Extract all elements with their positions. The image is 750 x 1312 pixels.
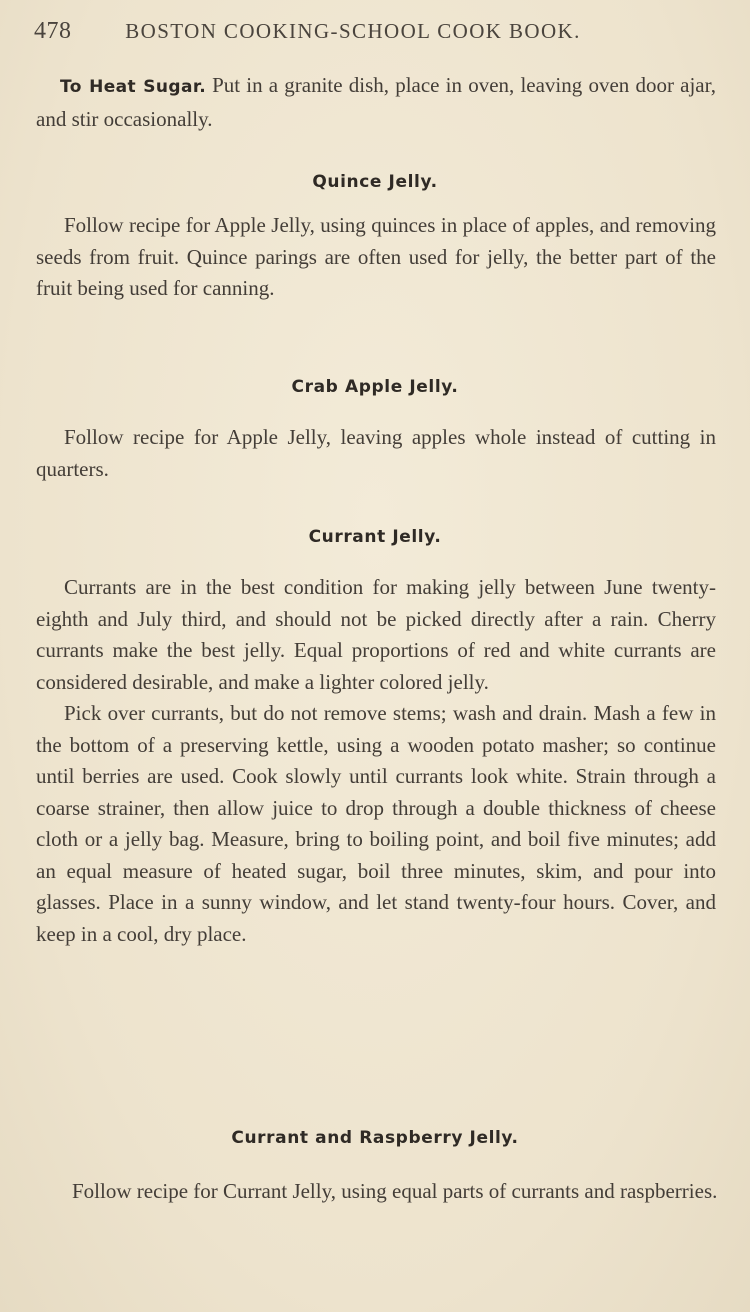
paragraph: Follow recipe for Apple Jelly, using quinces in place of apples, and removing seeds from fruit. Quince parings are often used for jelly, the better part of the fruit being used for canning. bbox=[36, 213, 716, 300]
paragraph: Currants are in the best condition for making jelly between June twenty-eighth and July third, and should not be picked directly after a rain. Cherry currants make the best jelly. Equal proportions of red and white currants are considered desirable, and make a lighter colored jelly. bbox=[36, 575, 716, 694]
paragraph-text: Put in a granite dish, place in oven, leaving oven door ajar, and stir occasionally. bbox=[36, 73, 716, 131]
paragraph: Pick over currants, but do not remove stems; wash and drain. Mash a few in the bottom of a preserving kettle, using a wooden potato masher; so continue until berries are used. Cook slowly until currants look white. Strain through a coarse strainer, then allow juice to drop through a double thickness of cheese cloth or a jelly bag. Measure, bring to boiling point, and boil five minutes; add an equal measure of heated sugar, boil three minutes, skim, and pour into glasses. Place in a sunny window, and let stand twenty-four hours. Cover, and keep in a cool, dry place. bbox=[36, 701, 716, 946]
section-heading: Currant Jelly. bbox=[308, 527, 442, 547]
section-quince-jelly bbox=[36, 210, 716, 305]
run-in-heading: To Heat Sugar. bbox=[60, 77, 207, 97]
page-number: 478 bbox=[34, 18, 72, 44]
section-crab-apple-jelly bbox=[36, 422, 716, 485]
paragraph bbox=[36, 70, 716, 135]
section-heading: Quince Jelly. bbox=[312, 172, 438, 192]
paragraph: Follow recipe for Apple Jelly, leaving apples whole instead of cutting in quarters. bbox=[36, 425, 716, 481]
section-currant-jelly bbox=[36, 572, 716, 950]
section-heading: Crab Apple Jelly. bbox=[291, 377, 459, 397]
section-currant-raspberry-jelly bbox=[44, 1176, 720, 1208]
running-head bbox=[34, 18, 710, 45]
section-heading: Currant and Raspberry Jelly. bbox=[231, 1128, 519, 1148]
book-title: BOSTON COOKING-SCHOOL COOK BOOK. bbox=[125, 19, 581, 43]
section-to-heat-sugar bbox=[36, 70, 716, 135]
paragraph: Follow recipe for Currant Jelly, using equal parts of currants and raspberries. bbox=[72, 1179, 718, 1203]
